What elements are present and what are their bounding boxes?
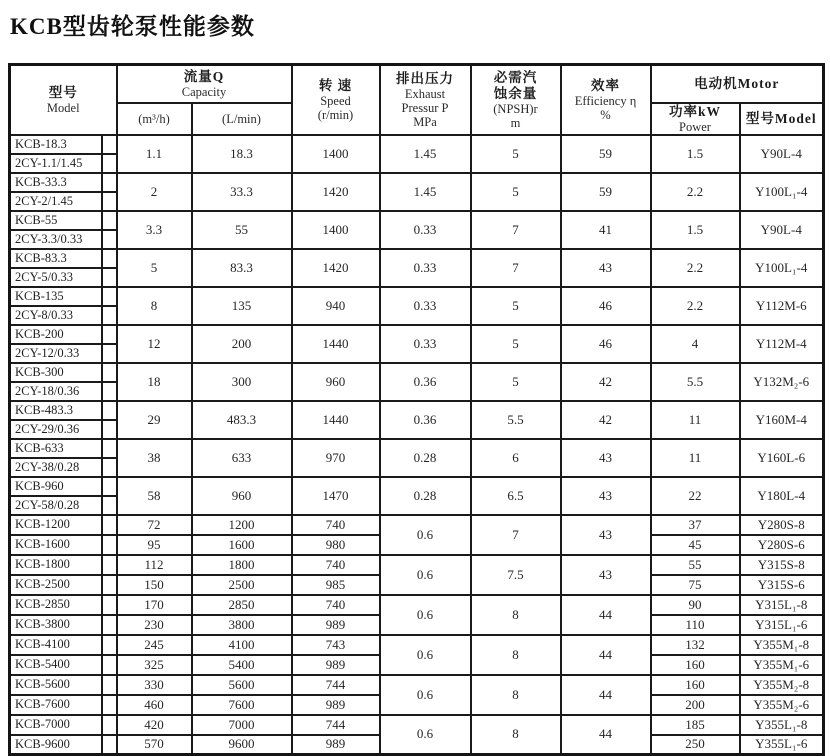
motor-model-cell: Y355M₁-6 [740,655,824,675]
motor-model-cell: Y112M-4 [740,325,824,363]
model-cell [10,735,117,755]
efficiency-cell: 46 [561,325,651,363]
table-row [10,555,824,575]
header-efficiency: 效率 Efficiency η % [561,65,651,135]
model-cell [10,287,117,306]
model-label: KCB-5400 [15,657,70,671]
model-cell [10,458,117,477]
pressure-cell: 0.6 [380,675,471,715]
performance-table [8,63,825,756]
model-label: KCB-2500 [15,577,70,591]
power-cell: 160 [651,655,740,675]
power-cell: 4 [651,325,740,363]
model-cell [10,268,117,287]
power-cell: 160 [651,675,740,695]
table-body [10,135,824,755]
model-label: KCB-300 [15,364,64,379]
model-label: 2CY-38/0.28 [15,459,80,474]
pressure-cell: 1.45 [380,135,471,173]
efficiency-cell: 44 [561,675,651,715]
capacity-lmin-cell: 7600 [192,695,292,715]
efficiency-cell: 44 [561,595,651,635]
header-pressure: 排出压力 Exhaust Pressur P MPa [380,65,471,135]
capacity-lmin-cell: 2850 [192,595,292,615]
table-row [10,135,824,154]
npsh-cell: 5 [471,287,561,325]
speed-cell: 1440 [292,325,380,363]
table-row [10,515,824,535]
capacity-m3h-cell: 325 [117,655,192,675]
power-cell: 185 [651,715,740,735]
power-cell: 1.5 [651,135,740,173]
model-cell [10,420,117,439]
model-cell [10,635,117,655]
capacity-m3h-cell: 230 [117,615,192,635]
npsh-cell: 5 [471,325,561,363]
speed-cell: 740 [292,595,380,615]
motor-model-cell: Y315S-6 [740,575,824,595]
capacity-lmin-cell: 960 [192,477,292,515]
capacity-m3h-cell: 245 [117,635,192,655]
table-row [10,287,824,306]
speed-cell: 985 [292,575,380,595]
model-cell [10,363,117,382]
speed-cell: 744 [292,715,380,735]
model-cell [10,173,117,192]
speed-cell: 989 [292,735,380,755]
motor-model-cell: Y280S-6 [740,535,824,555]
capacity-m3h-cell: 570 [117,735,192,755]
table-row [10,675,824,695]
model-cell [10,535,117,555]
motor-model-cell: Y90L-4 [740,211,824,249]
capacity-m3h-cell: 95 [117,535,192,555]
model-label: KCB-633 [15,440,64,455]
model-label: KCB-55 [15,212,58,227]
npsh-cell: 8 [471,715,561,755]
pressure-cell: 0.6 [380,715,471,755]
model-label: KCB-1800 [15,557,70,571]
speed-cell: 980 [292,535,380,555]
motor-model-cell: Y90L-4 [740,135,824,173]
npsh-cell: 5 [471,363,561,401]
speed-cell: 743 [292,635,380,655]
header-capacity-lmin: (L/min) [192,103,292,135]
speed-cell: 744 [292,675,380,695]
capacity-m3h-cell: 330 [117,675,192,695]
capacity-m3h-cell: 3.3 [117,211,192,249]
model-label: KCB-18.3 [15,136,67,151]
pressure-cell: 1.45 [380,173,471,211]
capacity-m3h-cell: 1.1 [117,135,192,173]
efficiency-cell: 42 [561,363,651,401]
model-cell [10,211,117,230]
pressure-cell: 0.28 [380,439,471,477]
model-label: KCB-33.3 [15,174,67,189]
pressure-cell: 0.33 [380,211,471,249]
header-motor-model: 型号Model [740,103,824,135]
model-label: KCB-2850 [15,597,70,611]
speed-cell: 1440 [292,401,380,439]
model-cell [10,230,117,249]
capacity-lmin-cell: 5600 [192,675,292,695]
capacity-lmin-cell: 9600 [192,735,292,755]
capacity-lmin-cell: 5400 [192,655,292,675]
efficiency-cell: 46 [561,287,651,325]
efficiency-cell: 44 [561,635,651,675]
motor-model-cell: Y180L-4 [740,477,824,515]
capacity-lmin-cell: 1800 [192,555,292,575]
header-capacity: 流量Q Capacity [117,65,292,103]
motor-model-cell: Y132M₂-6 [740,363,824,401]
model-label: KCB-4100 [15,637,70,651]
efficiency-cell: 59 [561,135,651,173]
power-cell: 250 [651,735,740,755]
power-cell: 2.2 [651,249,740,287]
capacity-lmin-cell: 483.3 [192,401,292,439]
npsh-cell: 8 [471,595,561,635]
speed-cell: 989 [292,655,380,675]
capacity-lmin-cell: 4100 [192,635,292,655]
capacity-m3h-cell: 8 [117,287,192,325]
efficiency-cell: 43 [561,515,651,555]
capacity-m3h-cell: 12 [117,325,192,363]
model-cell [10,439,117,458]
npsh-cell: 7 [471,249,561,287]
motor-model-cell: Y315S-8 [740,555,824,575]
motor-model-cell: Y160M-4 [740,401,824,439]
power-cell: 200 [651,695,740,715]
motor-model-cell: Y315L₁-6 [740,615,824,635]
capacity-lmin-cell: 3800 [192,615,292,635]
header-motor-power: 功率kW Power [651,103,740,135]
motor-model-cell: Y315L₁-8 [740,595,824,615]
table-row [10,715,824,735]
power-cell: 45 [651,535,740,555]
capacity-lmin-cell: 300 [192,363,292,401]
speed-cell: 960 [292,363,380,401]
npsh-cell: 5.5 [471,401,561,439]
npsh-cell: 6 [471,439,561,477]
model-cell [10,135,117,154]
model-cell [10,555,117,575]
efficiency-cell: 41 [561,211,651,249]
power-cell: 55 [651,555,740,575]
capacity-m3h-cell: 29 [117,401,192,439]
model-label: 2CY-3.3/0.33 [15,231,83,246]
table-row [10,401,824,420]
capacity-m3h-cell: 420 [117,715,192,735]
npsh-cell: 5 [471,135,561,173]
npsh-cell: 7 [471,211,561,249]
efficiency-cell: 44 [561,715,651,755]
motor-model-cell: Y280S-8 [740,515,824,535]
header-motor: 电动机Motor [651,65,824,103]
header-model: 型号 Model [10,65,117,135]
power-cell: 11 [651,439,740,477]
model-cell [10,655,117,675]
power-cell: 132 [651,635,740,655]
pressure-cell: 0.6 [380,595,471,635]
capacity-m3h-cell: 72 [117,515,192,535]
speed-cell: 1420 [292,249,380,287]
capacity-lmin-cell: 83.3 [192,249,292,287]
motor-model-cell: Y355L₁-6 [740,735,824,755]
power-cell: 11 [651,401,740,439]
table-header [10,65,824,135]
model-label: 2CY-29/0.36 [15,421,80,436]
npsh-cell: 5 [471,173,561,211]
page-title: KCB型齿轮泵性能参数 [10,14,255,39]
capacity-m3h-cell: 150 [117,575,192,595]
pressure-cell: 0.28 [380,477,471,515]
motor-model-cell: Y355M₁-8 [740,635,824,655]
capacity-m3h-cell: 2 [117,173,192,211]
efficiency-cell: 43 [561,477,651,515]
capacity-lmin-cell: 1600 [192,535,292,555]
model-cell [10,154,117,173]
efficiency-cell: 43 [561,555,651,595]
model-cell [10,715,117,735]
pressure-cell: 0.33 [380,287,471,325]
model-label: 2CY-8/0.33 [15,307,73,322]
capacity-lmin-cell: 55 [192,211,292,249]
pressure-cell: 0.36 [380,401,471,439]
power-cell: 110 [651,615,740,635]
power-cell: 2.2 [651,287,740,325]
model-label: KCB-1200 [15,517,70,531]
model-cell [10,595,117,615]
capacity-lmin-cell: 7000 [192,715,292,735]
npsh-cell: 7 [471,515,561,555]
model-cell [10,382,117,401]
capacity-lmin-cell: 18.3 [192,135,292,173]
capacity-m3h-cell: 170 [117,595,192,615]
speed-cell: 1420 [292,173,380,211]
model-cell [10,344,117,363]
motor-model-cell: Y160L-6 [740,439,824,477]
efficiency-cell: 42 [561,401,651,439]
speed-cell: 740 [292,555,380,575]
power-cell: 75 [651,575,740,595]
table-row [10,477,824,496]
model-cell [10,325,117,344]
model-label: 2CY-18/0.36 [15,383,80,398]
model-label: KCB-483.3 [15,402,73,417]
model-cell [10,575,117,595]
power-cell: 2.2 [651,173,740,211]
model-label: KCB-7000 [15,717,70,731]
table-row [10,173,824,192]
model-label: KCB-960 [15,478,64,493]
efficiency-cell: 43 [561,249,651,287]
model-cell [10,477,117,496]
motor-model-cell: Y355M₂-8 [740,675,824,695]
capacity-m3h-cell: 112 [117,555,192,575]
table-row [10,211,824,230]
efficiency-cell: 43 [561,439,651,477]
model-label: KCB-9600 [15,736,70,751]
capacity-lmin-cell: 633 [192,439,292,477]
capacity-lmin-cell: 2500 [192,575,292,595]
speed-cell: 940 [292,287,380,325]
npsh-cell: 8 [471,635,561,675]
table-row [10,439,824,458]
model-label: KCB-200 [15,326,64,341]
header-speed: 转 速 Speed (r/min) [292,65,380,135]
model-cell [10,192,117,211]
npsh-cell: 6.5 [471,477,561,515]
header-capacity-m3h: (m³/h) [117,103,192,135]
model-label: 2CY-12/0.33 [15,345,80,360]
model-label: KCB-1600 [15,537,70,551]
speed-cell: 1400 [292,135,380,173]
pressure-cell: 0.33 [380,249,471,287]
header-npsh: 必需汽 蚀余量 (NPSH)r m [471,65,561,135]
speed-cell: 989 [292,615,380,635]
model-label: 2CY-1.1/1.45 [15,155,83,170]
model-label: 2CY-5/0.33 [15,269,73,284]
speed-cell: 1470 [292,477,380,515]
motor-model-cell: Y112M-6 [740,287,824,325]
capacity-lmin-cell: 1200 [192,515,292,535]
pressure-cell: 0.6 [380,515,471,555]
capacity-m3h-cell: 460 [117,695,192,715]
speed-cell: 1400 [292,211,380,249]
motor-model-cell: Y100L₁-4 [740,173,824,211]
speed-cell: 989 [292,695,380,715]
table-row [10,635,824,655]
model-label: KCB-5600 [15,677,70,691]
motor-model-cell: Y355L₁-8 [740,715,824,735]
capacity-lmin-cell: 33.3 [192,173,292,211]
pressure-cell: 0.6 [380,635,471,675]
power-cell: 90 [651,595,740,615]
table-row [10,595,824,615]
pressure-cell: 0.6 [380,555,471,595]
model-cell [10,306,117,325]
model-cell [10,615,117,635]
pressure-cell: 0.33 [380,325,471,363]
capacity-lmin-cell: 200 [192,325,292,363]
model-cell [10,249,117,268]
model-cell [10,515,117,535]
model-label: KCB-7600 [15,697,70,711]
model-cell [10,496,117,515]
table-row [10,249,824,268]
table-row [10,325,824,344]
model-label: KCB-3800 [15,617,70,631]
capacity-m3h-cell: 58 [117,477,192,515]
capacity-lmin-cell: 135 [192,287,292,325]
model-label: 2CY-2/1.45 [15,193,73,208]
table-row [10,363,824,382]
capacity-m3h-cell: 5 [117,249,192,287]
model-cell [10,675,117,695]
power-cell: 5.5 [651,363,740,401]
pressure-cell: 0.36 [380,363,471,401]
speed-cell: 740 [292,515,380,535]
npsh-cell: 8 [471,675,561,715]
capacity-m3h-cell: 18 [117,363,192,401]
motor-model-cell: Y100L₁-4 [740,249,824,287]
speed-cell: 970 [292,439,380,477]
npsh-cell: 7.5 [471,555,561,595]
power-cell: 1.5 [651,211,740,249]
capacity-m3h-cell: 38 [117,439,192,477]
model-cell [10,695,117,715]
model-cell [10,401,117,420]
model-label: 2CY-58/0.28 [15,497,80,512]
model-label: KCB-83.3 [15,250,67,265]
power-cell: 22 [651,477,740,515]
power-cell: 37 [651,515,740,535]
motor-model-cell: Y355M₂-6 [740,695,824,715]
efficiency-cell: 59 [561,173,651,211]
model-label: KCB-135 [15,288,64,303]
